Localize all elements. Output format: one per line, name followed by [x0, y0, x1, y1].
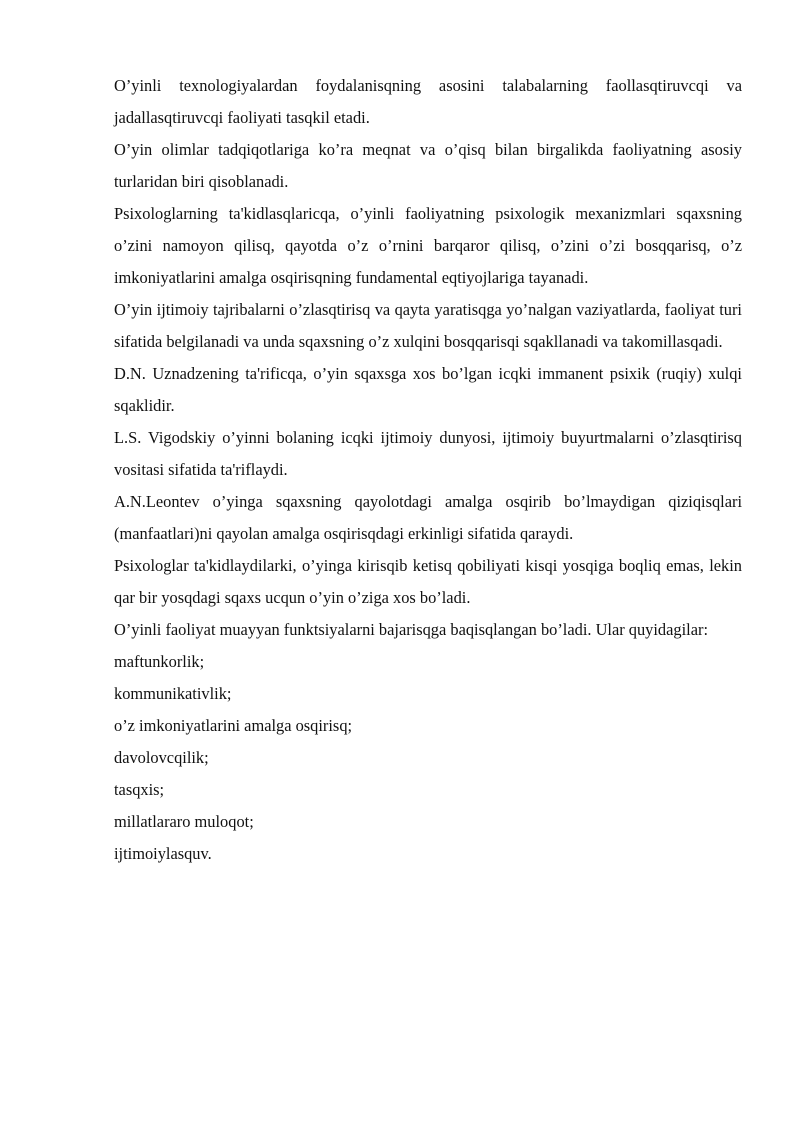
- paragraph: A.N.Leontev o’yinga sqaxsning qayolotdagi amalga osqirib bo’lmaydigan qiziqisqlari (manfaatlari)ni qayolan amalga osqirisqdagi erkinligi sifatida qaraydi.: [114, 492, 742, 543]
- paragraph: O’yin ijtimoiy tajribalarni o’zlasqtirisq va qayta yaratisqga yo’nalgan vaziyatlarda, faoliyat turi sifatida belgilanadi va unda sqaxsning o’z xulqini bosqqarisqi sqakllanadi va takomillasqadi.: [114, 300, 742, 351]
- document-page: [114, 70, 742, 870]
- list-item: tasqxis;: [114, 780, 165, 799]
- paragraph: L.S. Vigodskiy o’yinni bolaning icqki ijtimoiy dunyosi, ijtimoiy buyurtmalarni o’zlasqtirisq vositasi sifatida ta'riflaydi.: [114, 428, 742, 479]
- list-item: kommunikativlik;: [114, 684, 232, 703]
- list-item: maftunkorlik;: [114, 652, 205, 671]
- paragraph: O’yinli faoliyat muayyan funktsiyalarni bajarisqga baqisqlangan bo’ladi. Ular quyidagilar:: [114, 620, 708, 639]
- list-item: davolovcqilik;: [114, 748, 209, 767]
- paragraph: D.N. Uznadzening ta'rificqa, o’yin sqaxsga xos bo’lgan icqki immanent psixik (ruqiy) xulqi sqaklidir.: [114, 364, 742, 415]
- paragraph: O’yin olimlar tadqiqotlariga ko’ra meqnat va o’qisq bilan birgalikda faoliyatning asosiy turlaridan biri qisoblanadi.: [114, 140, 742, 191]
- paragraph: Psixologlar ta'kidlaydilarki, o’yinga kirisqib ketisq qobiliyati kisqi yosqiga boqliq emas, lekin qar bir yosqdagi sqaxs ucqun o’yin o’ziga xos bo’ladi.: [114, 556, 742, 607]
- list-item: millatlararo muloqot;: [114, 812, 254, 831]
- list-item: o’z imkoniyatlarini amalga osqirisq;: [114, 716, 353, 735]
- paragraph: Psixologlarning ta'kidlasqlaricqa, o’yinli faoliyatning psixologik mexanizmlari sqaxsning o’zini namoyon qilisq, qayotda o’z o’rnini barqaror qilisq, o’zini o’zi bosqqarisq, o’z imkoniyatlarini amalga osqirisqning fundamental eqtiyojlariga tayanadi.: [114, 204, 742, 287]
- paragraph: O’yinli texnologiyalardan foydalanisqning asosini talabalarning faollasqtiruvcqi va jadallasqtiruvcqi faoliyati tasqkil etadi.: [114, 76, 742, 127]
- functions-list: [114, 646, 742, 870]
- list-item: ijtimoiylasquv.: [114, 844, 212, 863]
